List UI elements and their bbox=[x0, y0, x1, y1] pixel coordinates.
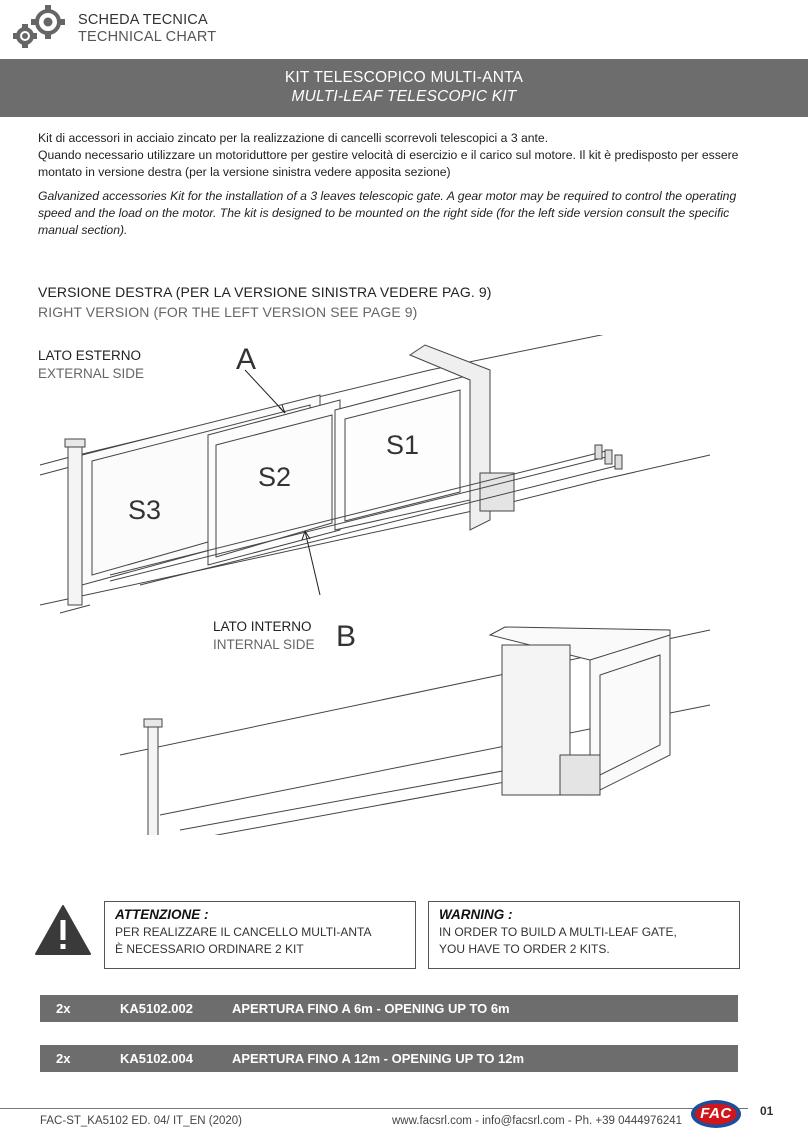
description-en: Galvanized accessories Kit for the installation of a 3 leaves telescopic gate. A gear motor may be required to control the operating speed and the load on the motor. The kit is designed to be mounted on the right side (for the left side version consult the specific manual section). bbox=[38, 188, 737, 238]
description-it-line1: Kit di accessori in acciaio zincato per la realizzazione di cancelli scorrevoli telescopici a 3 ante. bbox=[38, 131, 549, 145]
external-side-label bbox=[38, 347, 144, 383]
footer-doc-code: FAC-ST_KA5102 ED. 04/ IT_EN (2020) bbox=[40, 1115, 242, 1127]
internal-side-it: LATO INTERNO bbox=[213, 619, 312, 634]
warning-text-it-2: È NECESSARIO ORDINARE 2 KIT bbox=[115, 942, 304, 956]
lower-gate-view bbox=[120, 627, 710, 835]
document-type-it: SCHEDA TECNICA bbox=[78, 12, 208, 28]
letter-b: B bbox=[336, 620, 357, 653]
order-description: APERTURA FINO A 6m - OPENING UP TO 6m bbox=[232, 1001, 510, 1016]
version-en: RIGHT VERSION (FOR THE LEFT VERSION SEE PAGE 9) bbox=[38, 304, 418, 320]
warning-title-en: WARNING : bbox=[439, 907, 513, 922]
warning-icon bbox=[34, 904, 92, 956]
order-description: APERTURA FINO A 12m - OPENING UP TO 12m bbox=[232, 1051, 525, 1066]
internal-side-label bbox=[213, 618, 315, 654]
page-number: 01 bbox=[760, 1104, 774, 1118]
fac-logo bbox=[690, 1098, 742, 1130]
document-type bbox=[78, 12, 216, 46]
footer-divider bbox=[0, 1108, 748, 1109]
fac-logo-text: FAC bbox=[700, 1105, 732, 1122]
description bbox=[38, 130, 768, 239]
external-side-it: LATO ESTERNO bbox=[38, 348, 142, 363]
warning-text-it-1: PER REALIZZARE IL CANCELLO MULTI-ANTA bbox=[115, 925, 372, 939]
leaf-s3-label: S3 bbox=[128, 495, 162, 525]
order-code: KA5102.004 bbox=[120, 1051, 193, 1066]
gears-icon bbox=[8, 4, 70, 50]
title-en: MULTI-LEAF TELESCOPIC KIT bbox=[291, 88, 517, 105]
document-type-en: TECHNICAL CHART bbox=[78, 29, 217, 45]
version-it: VERSIONE DESTRA (PER LA VERSIONE SINISTRA VEDERE PAG. 9) bbox=[38, 284, 492, 300]
version-heading bbox=[38, 282, 491, 322]
warning-box-it bbox=[104, 901, 416, 969]
warning-box-en bbox=[428, 901, 740, 969]
description-it-line2: Quando necessario utilizzare un motoriduttore per gestire velocità di esercizio e il carico sul motore. Il kit è predisposto per essere montato in versione destra (per la versione sinistra vedere apposita sezione) bbox=[38, 148, 739, 180]
order-row bbox=[40, 995, 738, 1022]
order-row bbox=[40, 1045, 738, 1072]
title-it: KIT TELESCOPICO MULTI-ANTA bbox=[284, 69, 524, 86]
order-qty: 2x bbox=[56, 1001, 71, 1016]
warning-text-en-1: IN ORDER TO BUILD A MULTI-LEAF GATE, bbox=[439, 925, 677, 939]
internal-side-en: INTERNAL SIDE bbox=[213, 637, 315, 652]
external-side-en: EXTERNAL SIDE bbox=[38, 366, 145, 381]
gate-diagram bbox=[30, 335, 720, 835]
title-band bbox=[0, 59, 808, 117]
letter-a: A bbox=[236, 343, 257, 376]
leaf-s1-label: S1 bbox=[386, 430, 420, 460]
warning-title-it: ATTENZIONE : bbox=[115, 907, 209, 922]
order-code: KA5102.002 bbox=[120, 1001, 193, 1016]
footer-contact: www.facsrl.com - info@facsrl.com - Ph. +39 0444976241 bbox=[392, 1115, 683, 1127]
order-qty: 2x bbox=[56, 1051, 71, 1066]
warning-text-en-2: YOU HAVE TO ORDER 2 KITS. bbox=[439, 942, 610, 956]
leaf-s2-label: S2 bbox=[258, 462, 292, 492]
